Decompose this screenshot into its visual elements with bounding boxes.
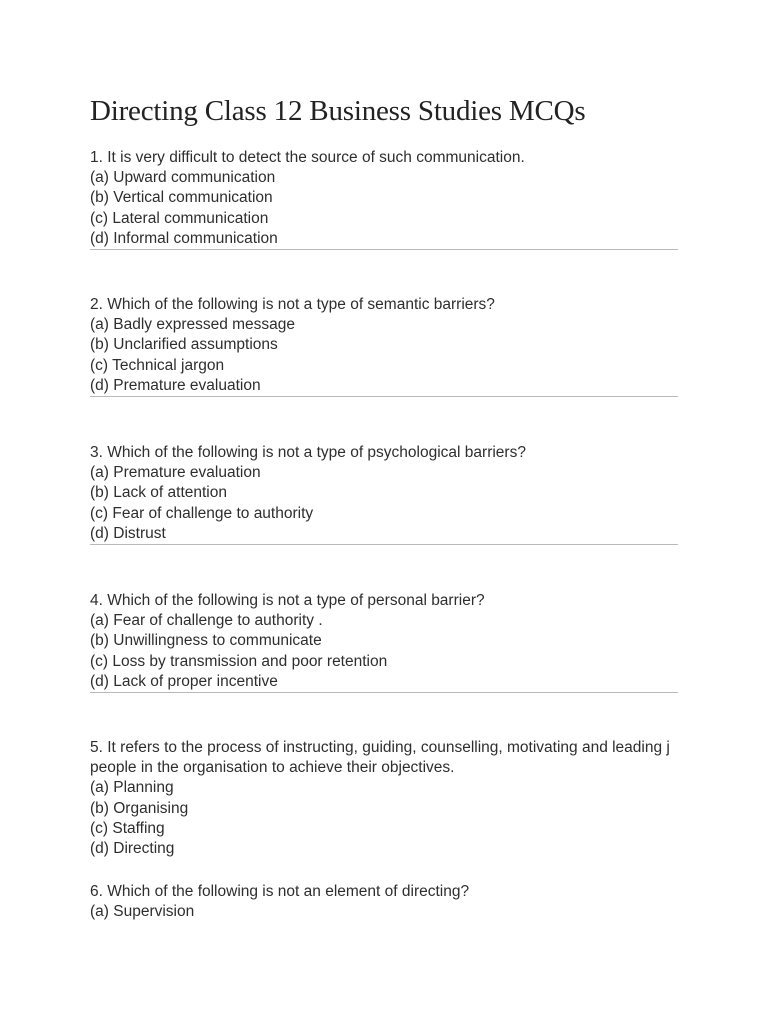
option-c: (c) Fear of challenge to authority: [90, 504, 314, 522]
question-text: 2. Which of the following is not a type of semantic barriers?: [90, 296, 495, 313]
option-b: (b) Vertical communication: [90, 189, 273, 207]
option-d: (d) Premature evaluation: [90, 376, 261, 394]
question-3: [90, 443, 678, 545]
option-a: (a) Premature evaluation: [90, 464, 261, 482]
question-6: [90, 882, 678, 922]
question-text: 3. Which of the following is not a type of psychological barriers?: [90, 444, 526, 461]
option-d: (d) Lack of proper incentive: [90, 672, 278, 690]
document-title: Directing Class 12 Business Studies MCQs: [90, 95, 586, 127]
option-d: (d) Distrust: [90, 524, 166, 542]
option-c: (c) Technical jargon: [90, 356, 225, 374]
option-a: (a) Fear of challenge to authority .: [90, 612, 323, 630]
option-a: (a) Badly expressed message: [90, 316, 296, 334]
question-1: [90, 148, 678, 250]
document-page: [90, 92, 678, 921]
question-divider: [90, 396, 678, 397]
option-b: (b) Lack of attention: [90, 484, 227, 502]
question-5: [90, 738, 678, 859]
option-c: (c) Loss by transmission and poor retention: [90, 652, 388, 670]
option-b: (b) Unwillingness to communicate: [90, 632, 322, 650]
question-text: 1. It is very difficult to detect the source of such communication.: [90, 149, 525, 166]
option-c: (c) Lateral communication: [90, 209, 269, 227]
option-b: (b) Unclarified assumptions: [90, 336, 278, 354]
question-4: [90, 591, 678, 693]
option-d: (d) Informal communication: [90, 229, 278, 247]
option-d: (d) Directing: [90, 840, 175, 858]
question-divider: [90, 692, 678, 693]
question-divider: [90, 544, 678, 545]
option-a: (a) Supervision: [90, 903, 195, 921]
option-a: (a) Upward communication: [90, 169, 276, 187]
option-c: (c) Staffing: [90, 819, 165, 837]
question-2: [90, 295, 678, 397]
option-b: (b) Organising: [90, 799, 189, 817]
option-a: (a) Planning: [90, 779, 174, 797]
question-divider: [90, 249, 678, 250]
question-text: 4. Which of the following is not a type of personal barrier?: [90, 592, 485, 609]
question-text: 5. It refers to the process of instructing, guiding, counselling, motivating and leading j people in the organisation to achieve their objectives.: [90, 739, 670, 777]
question-text: 6. Which of the following is not an element of directing?: [90, 883, 470, 900]
